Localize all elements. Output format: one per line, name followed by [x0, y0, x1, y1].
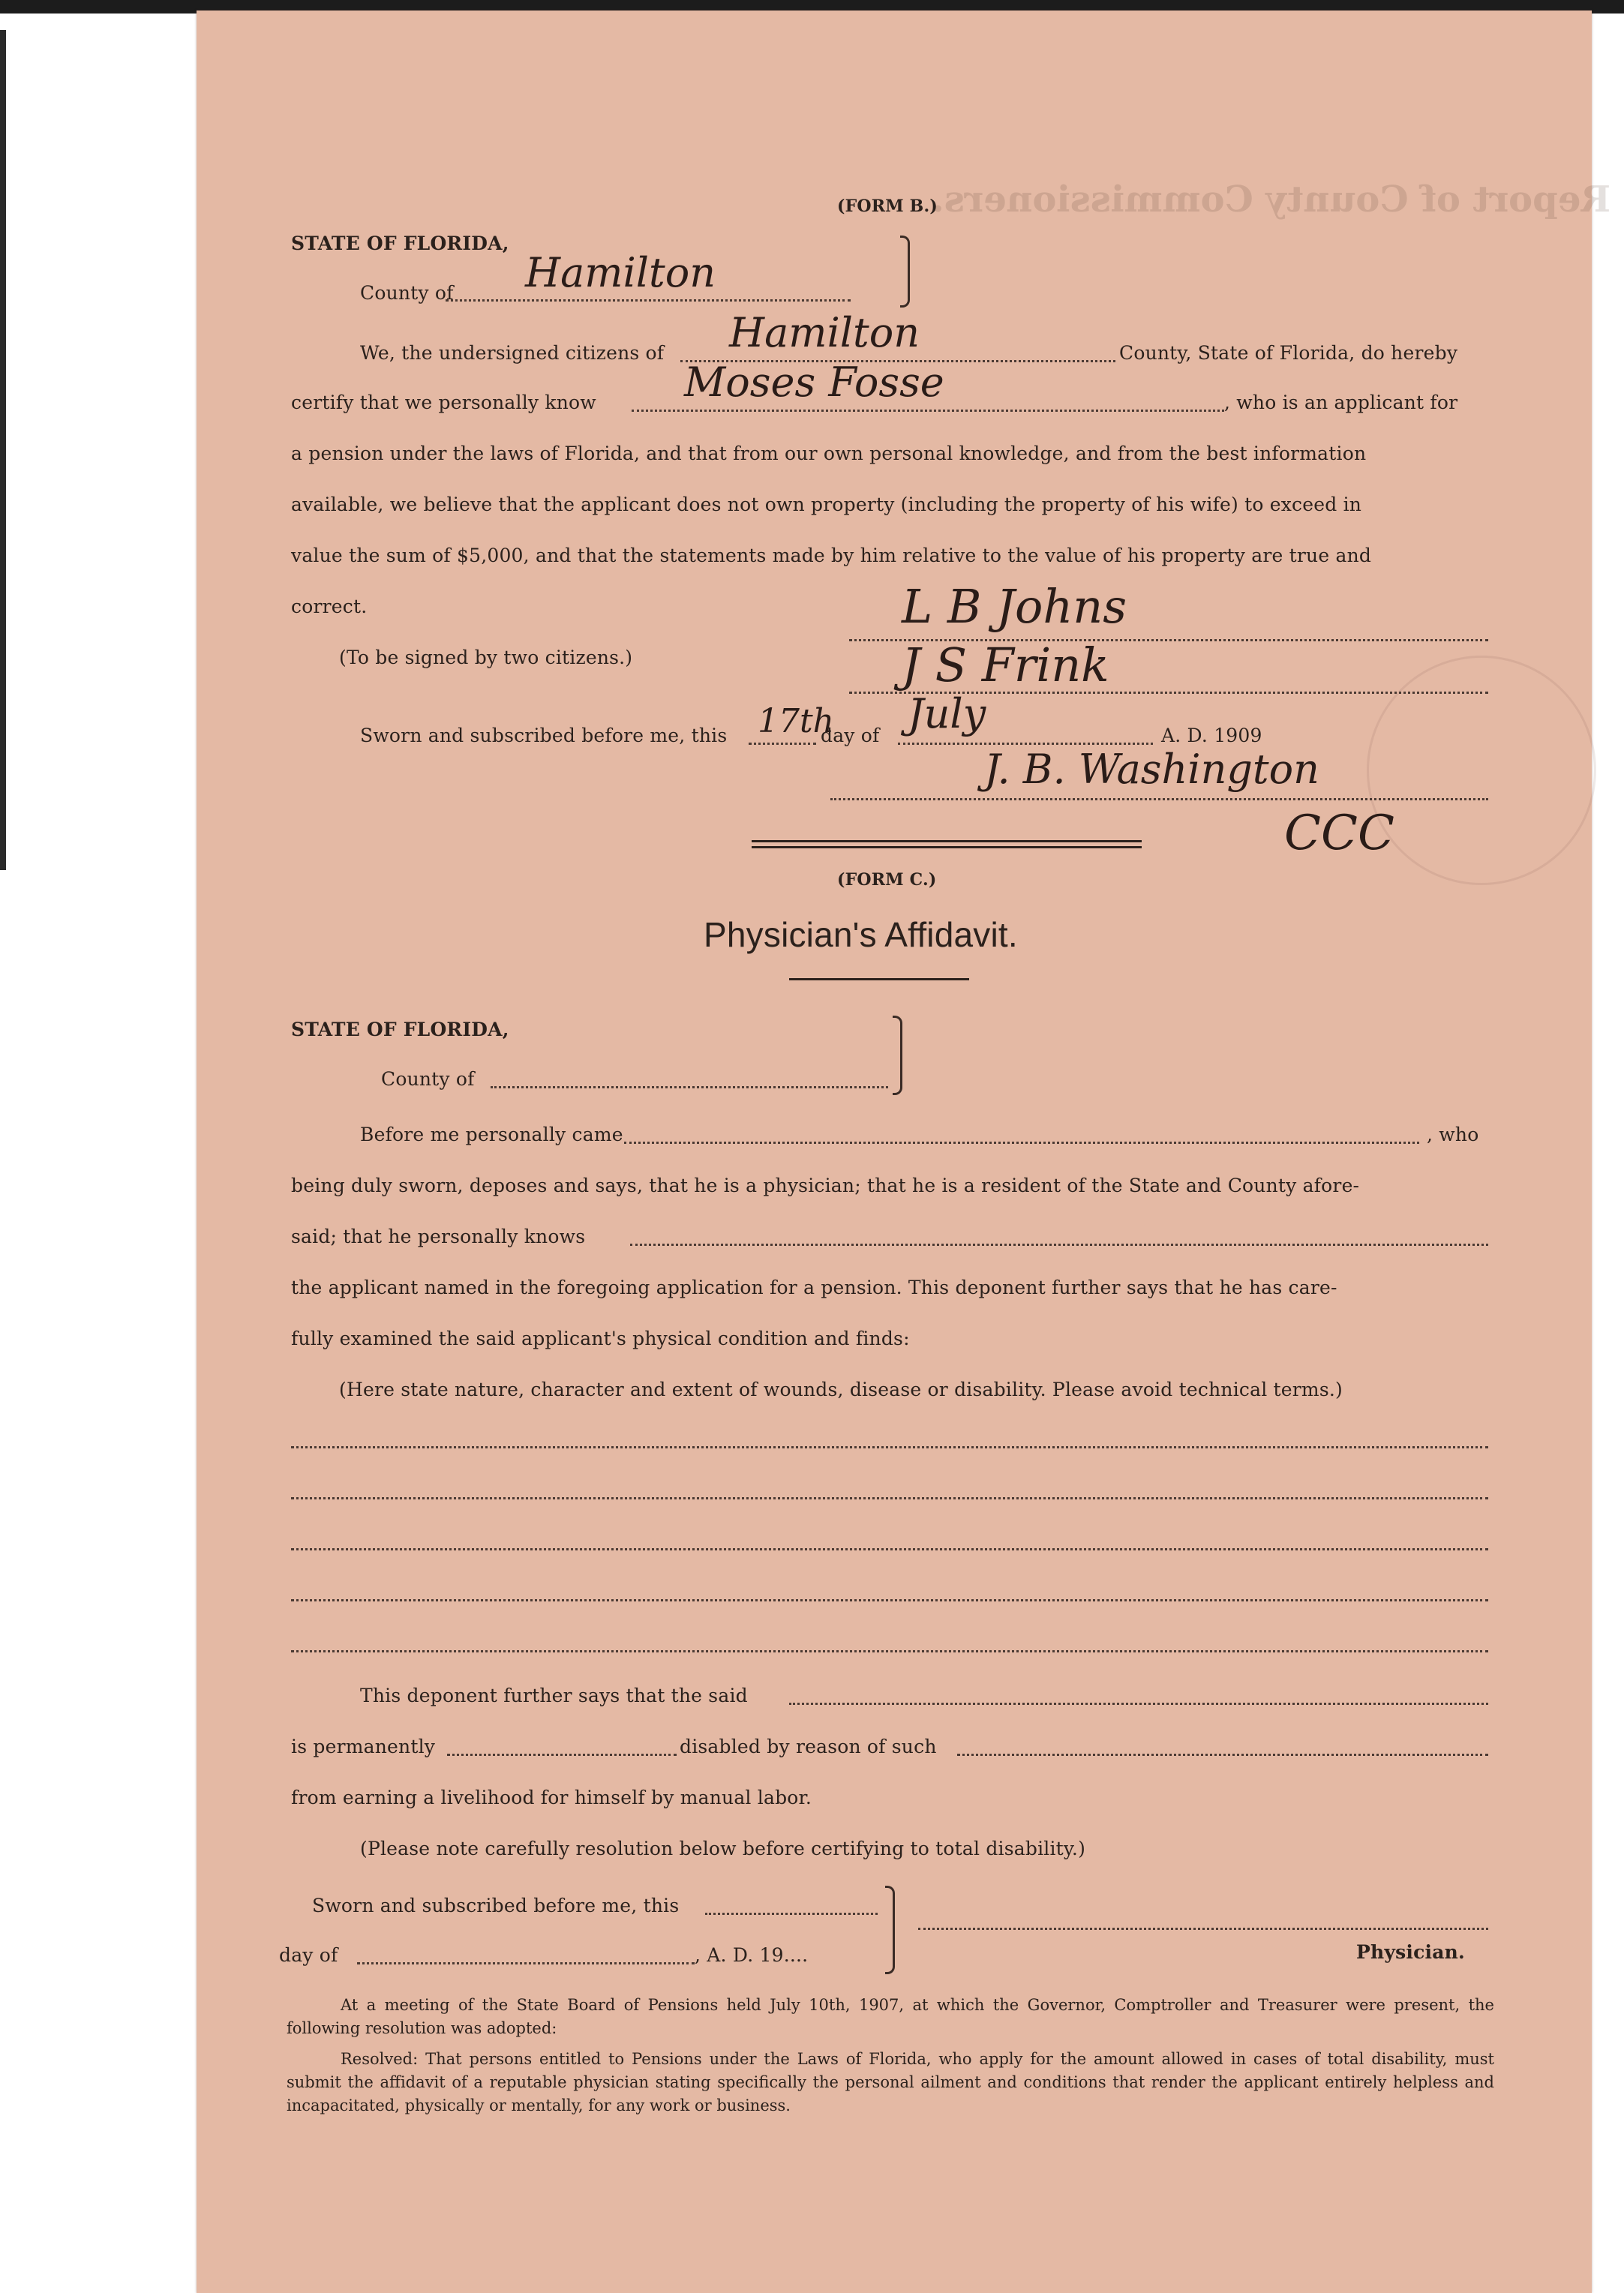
signature-2-handwriting: J S Frink	[902, 638, 1109, 692]
form-b-line-2-dots	[632, 410, 1224, 412]
section-double-rule-bottom	[752, 846, 1142, 848]
clerk-signature-line	[830, 798, 1488, 800]
form-b-line-3: a pension under the laws of Florida, and that from our own personal knowledge, and from the best information	[291, 443, 1367, 464]
disabled-by-dots	[957, 1754, 1488, 1756]
form-c-sworn: Sworn and subscribed before me, this	[312, 1895, 680, 1916]
clerk-title-handwriting: CCC	[1284, 806, 1394, 861]
physician-signature-line	[918, 1928, 1488, 1930]
form-c-brace	[893, 1016, 902, 1095]
form-b-county-handwriting: Hamilton	[525, 249, 716, 296]
form-c-line-1-dots	[624, 1142, 1419, 1144]
form-b-line-2a: certify that we personally know	[291, 392, 596, 413]
resolution-paragraph-1: At a meeting of the State Board of Pensions held July 10th, 1907, at which the Governor, Comptroller and Treasurer were present, the following resolution was adopted:	[287, 1996, 1494, 2037]
form-b-sworn-label: Sworn and subscribed before me, this	[360, 725, 728, 746]
form-c-sworn-brace	[885, 1886, 895, 1974]
form-c-line-2: being duly sworn, deposes and says, that he is a physician; that he is a resident of the State and County afore-	[291, 1175, 1360, 1196]
resolution-paragraph-2: Resolved: That persons entitled to Pensions under the Laws of Florida, who apply for the amount allowed in cases of total disability, must submit the affidavit of a reputable physician stating specifically the personal ailment and conditions that render the applicant entirely helpless and incapacitated, physically or mentally, for any work or business.	[287, 2050, 1494, 2114]
form-b-line-4: available, we believe that the applicant does not own property (including the property of his wife) to exceed in	[291, 494, 1362, 515]
clerk-signature-handwriting: J. B. Washington	[984, 746, 1319, 793]
form-c-line-1a: Before me personally came	[360, 1124, 623, 1145]
section-double-rule-top	[752, 840, 1142, 842]
form-c-county-line	[491, 1086, 888, 1088]
form-c-sworn-dots	[705, 1913, 878, 1915]
form-c-line-3: said; that he personally knows	[291, 1226, 586, 1247]
findings-line-3	[291, 1548, 1488, 1550]
sworn-month-handwriting: July	[908, 690, 986, 737]
sworn-day-handwriting: 17th	[758, 702, 835, 740]
form-b-applicant-handwriting: Moses Fosse	[684, 359, 944, 406]
showthrough-heading: Report of County Commissioners.	[932, 179, 1611, 221]
signature-1-handwriting: L B Johns	[902, 579, 1127, 634]
form-b-state: STATE OF FLORIDA,	[291, 233, 509, 254]
form-c-from-earning: from earning a livelihood for himself by manual labor.	[291, 1787, 812, 1808]
form-c-instruction: (Here state nature, character and extent of wounds, disease or disability. Please avoid technical terms.)	[339, 1379, 1343, 1400]
embossed-seal	[1367, 656, 1596, 885]
document-page	[197, 11, 1611, 2293]
form-b-line-5: value the sum of $5,000, and that the statements made by him relative to the value of his property are true and	[291, 545, 1372, 566]
form-b-brace	[900, 236, 910, 308]
form-b-county-line	[446, 299, 851, 302]
findings-line-2	[291, 1497, 1488, 1499]
form-b-line-1a: We, the undersigned citizens of	[360, 342, 665, 364]
form-c-label: (FORM C.)	[837, 870, 937, 890]
form-c-line-3-dots	[630, 1244, 1488, 1246]
form-b-we-county-handwriting: Hamilton	[729, 309, 920, 356]
form-c-day-of-dots	[357, 1962, 695, 1964]
scan-left-edge	[0, 30, 6, 870]
form-c-county-label: County of	[381, 1068, 475, 1090]
physician-label: Physician.	[1356, 1941, 1465, 1963]
form-b-year: A. D. 1909	[1161, 725, 1262, 746]
findings-line-4	[291, 1599, 1488, 1601]
form-c-state: STATE OF FLORIDA,	[291, 1019, 509, 1040]
findings-line-1	[291, 1446, 1488, 1448]
sworn-day-dots	[749, 743, 816, 745]
form-b-line-2b: , who is an applicant for	[1224, 392, 1458, 413]
form-c-line-4: the applicant named in the foregoing application for a pension. This deponent further says that he has care-	[291, 1277, 1337, 1298]
form-b-day-of: day of	[821, 725, 880, 746]
form-c-permanently: is permanently	[291, 1736, 436, 1757]
form-b-line-1b: County, State of Florida, do hereby	[1119, 342, 1458, 364]
form-c-note: (Please note carefully resolution below before certifying to total disability.)	[360, 1838, 1086, 1859]
sworn-month-dots	[898, 743, 1153, 745]
form-b-signed-note: (To be signed by two citizens.)	[339, 647, 633, 668]
form-c-day-of: day of	[279, 1944, 338, 1966]
form-c-ad: , A. D. 19....	[695, 1944, 809, 1966]
form-c-title: Physician's Affidavit.	[704, 915, 1018, 954]
form-b-line-6: correct.	[291, 596, 368, 617]
form-c-line-5: fully examined the said applicant's physical condition and finds:	[291, 1328, 910, 1349]
form-c-disabled-by: disabled by reason of such	[680, 1736, 937, 1757]
form-c-line-1b: , who	[1427, 1124, 1479, 1145]
form-c-further-says: This deponent further says that the said	[360, 1685, 748, 1706]
form-b-label: (FORM B.)	[837, 197, 938, 216]
findings-line-5	[291, 1650, 1488, 1652]
title-underline	[789, 978, 969, 980]
permanently-dots	[447, 1754, 677, 1756]
further-says-dots	[789, 1703, 1488, 1705]
form-b-county-label: County of	[360, 282, 454, 304]
